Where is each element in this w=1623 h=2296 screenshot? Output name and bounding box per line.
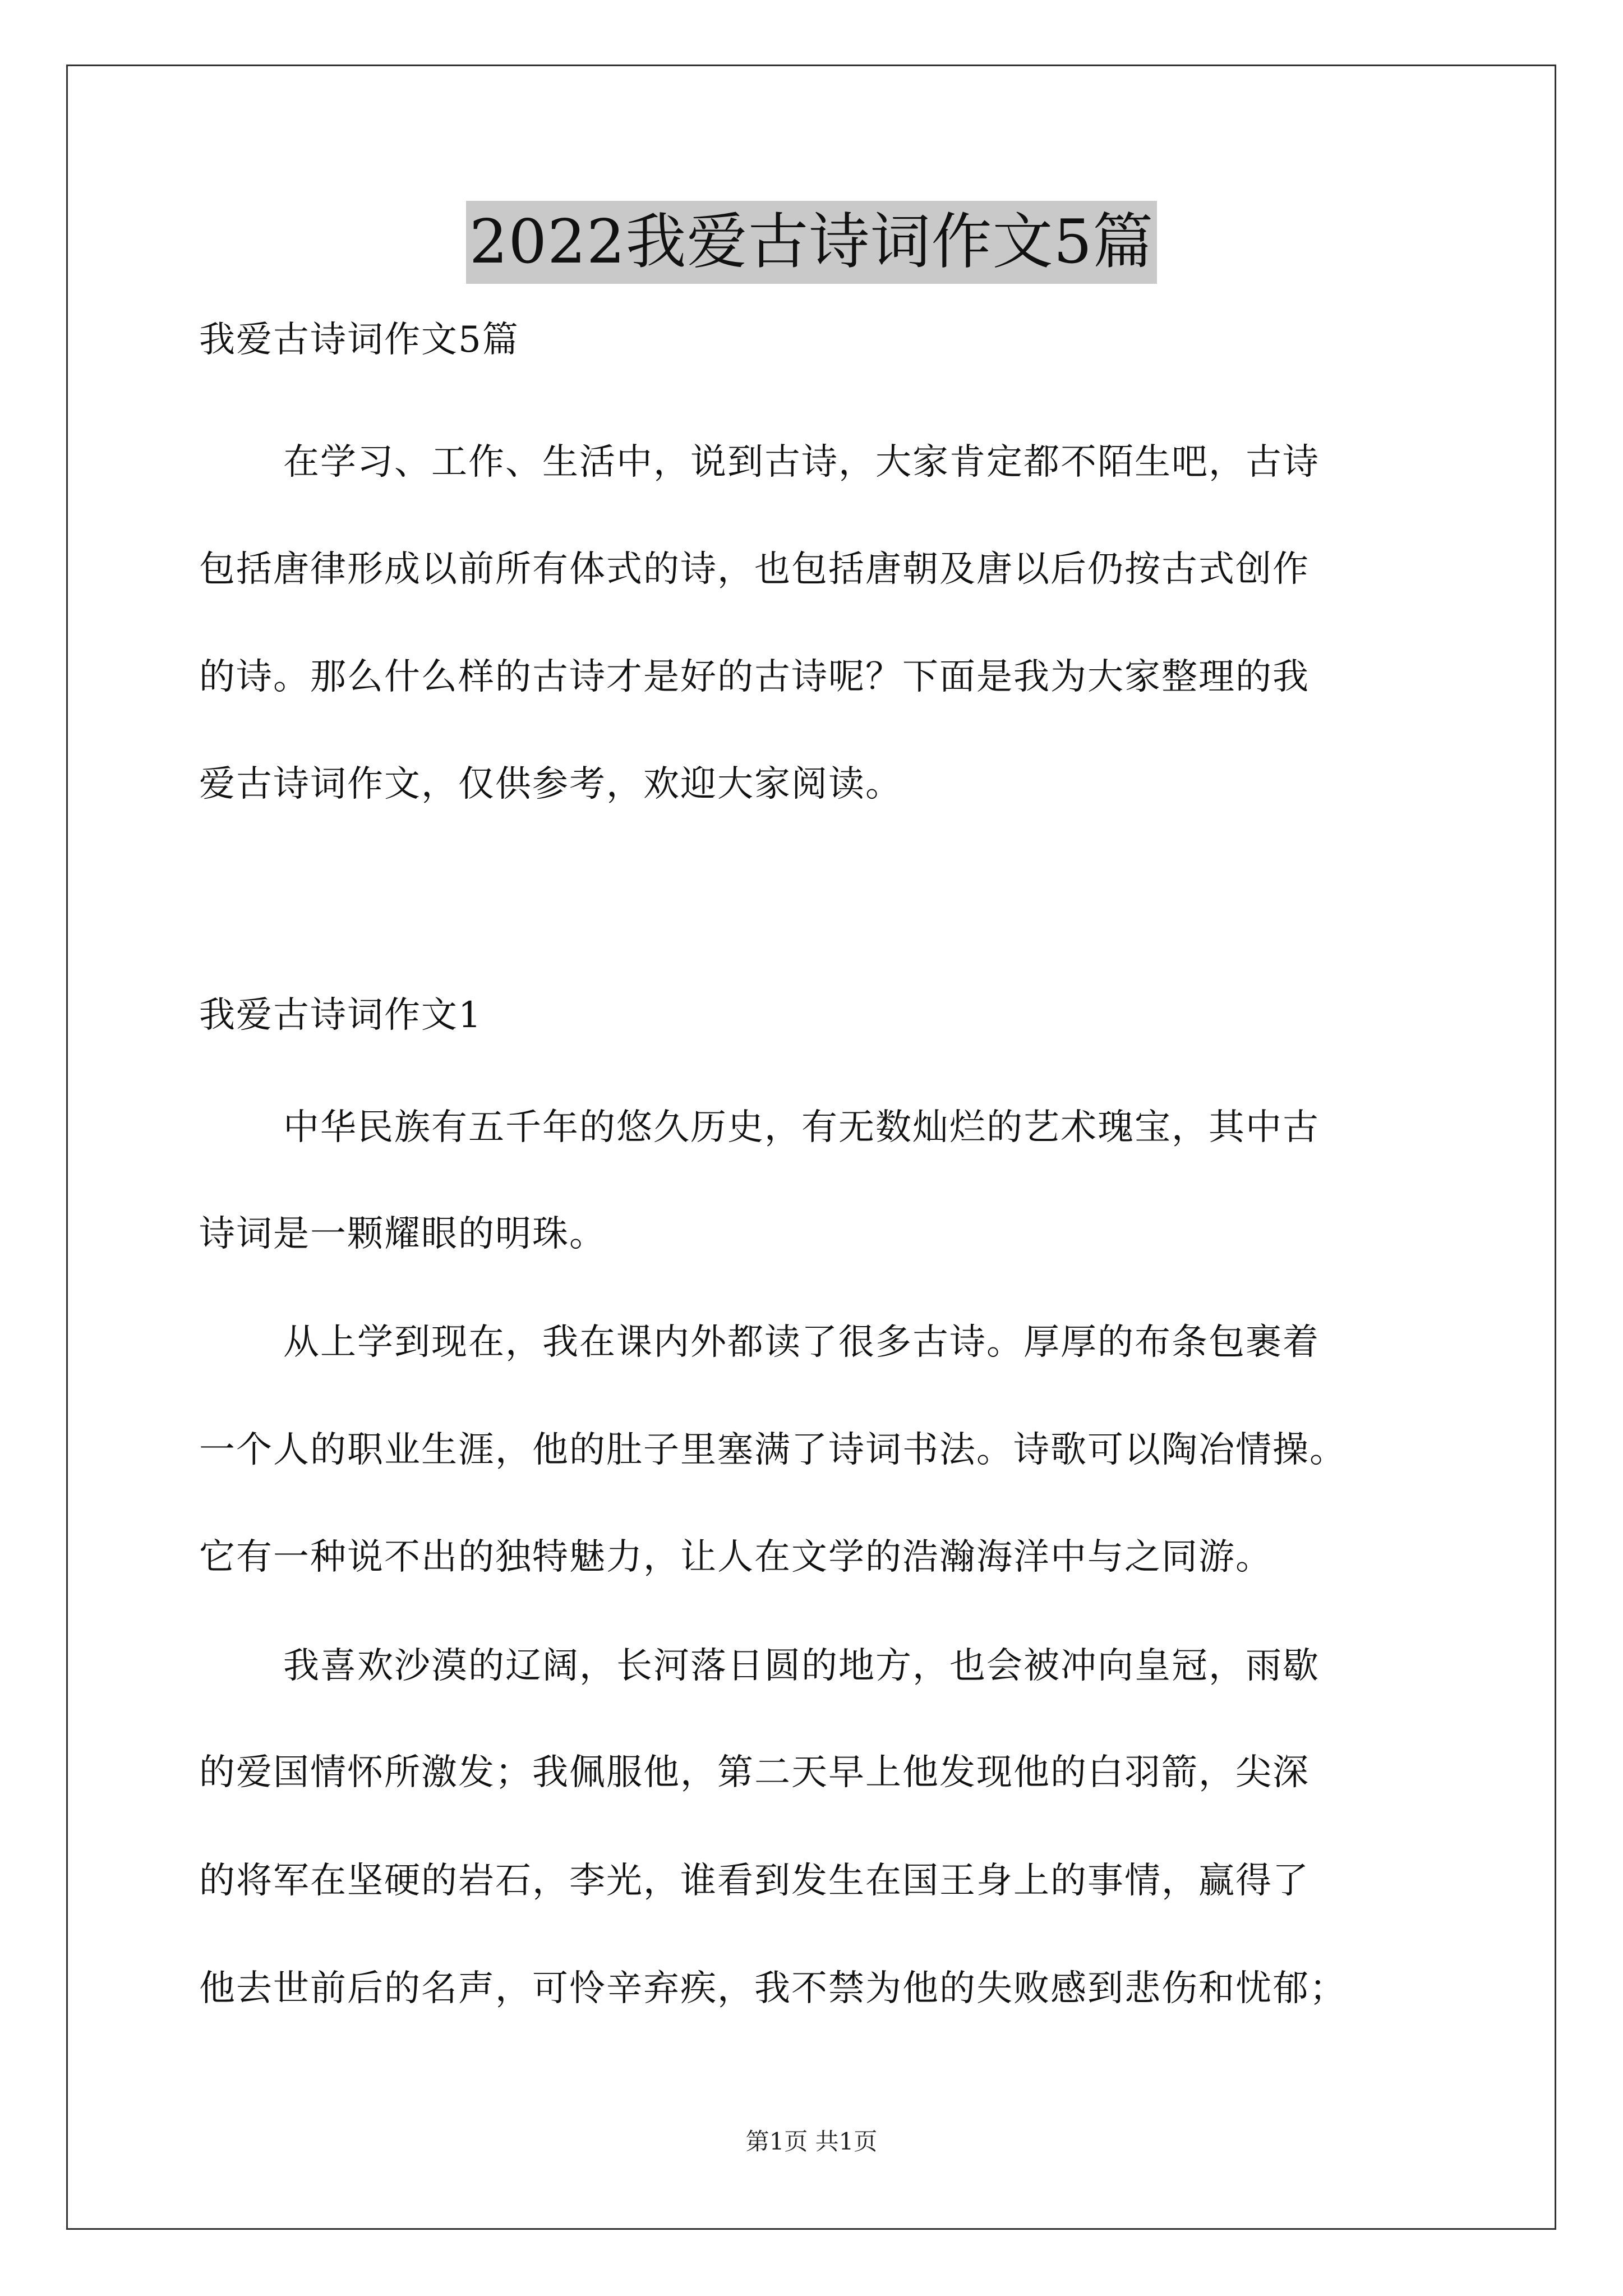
paragraph-line: 他去世前后的名声，可怜辛弃疾，我不禁为他的失败感到悲伤和忧郁； [199,1968,1347,2009]
paragraph-line: 的爱国情怀所激发；我佩服他，第二天早上他发现他的白羽箭，尖深 [199,1752,1310,1793]
section-heading: 我爱古诗词作文1 [199,995,482,1036]
intro-line: 爱古诗词作文，仅供参考，欢迎大家阅读。 [199,763,902,805]
paragraph-line: 它有一种说不出的独特魅力，让人在文学的浩瀚海洋中与之同游。 [199,1536,1272,1578]
paragraph-line: 诗词是一颗耀眼的明珠。 [199,1213,606,1255]
title-container [0,201,1623,284]
page-footer: 第1页 共1页 [745,2128,878,2155]
paragraph-line: 一个人的职业生涯，他的肚子里塞满了诗词书法。诗歌可以陶冶情操。 [199,1429,1347,1471]
intro-line: 在学习、工作、生活中，说到古诗，大家肯定都不陌生吧，古诗 [283,441,1320,483]
paragraph-line: 中华民族有五千年的悠久历史，有无数灿烂的艺术瑰宝，其中古 [283,1107,1320,1148]
document-subtitle: 我爱古诗词作文5篇 [199,319,519,361]
document-title: 2022我爱古诗词作文5篇 [466,201,1158,284]
paragraph-line: 我喜欢沙漠的辽阔，长河落日圆的地方，也会被冲向皇冠，雨歇 [283,1645,1320,1687]
paragraph-line: 从上学到现在，我在课内外都读了很多古诗。厚厚的布条包裹着 [283,1322,1320,1363]
intro-line: 包括唐律形成以前所有体式的诗，也包括唐朝及唐以后仍按古式创作 [199,549,1310,590]
intro-line: 的诗。那么什么样的古诗才是好的古诗呢？下面是我为大家整理的我 [199,656,1310,698]
paragraph-line: 的将军在坚硬的岩石，李光，谁看到发生在国王身上的事情，赢得了 [199,1860,1310,1902]
